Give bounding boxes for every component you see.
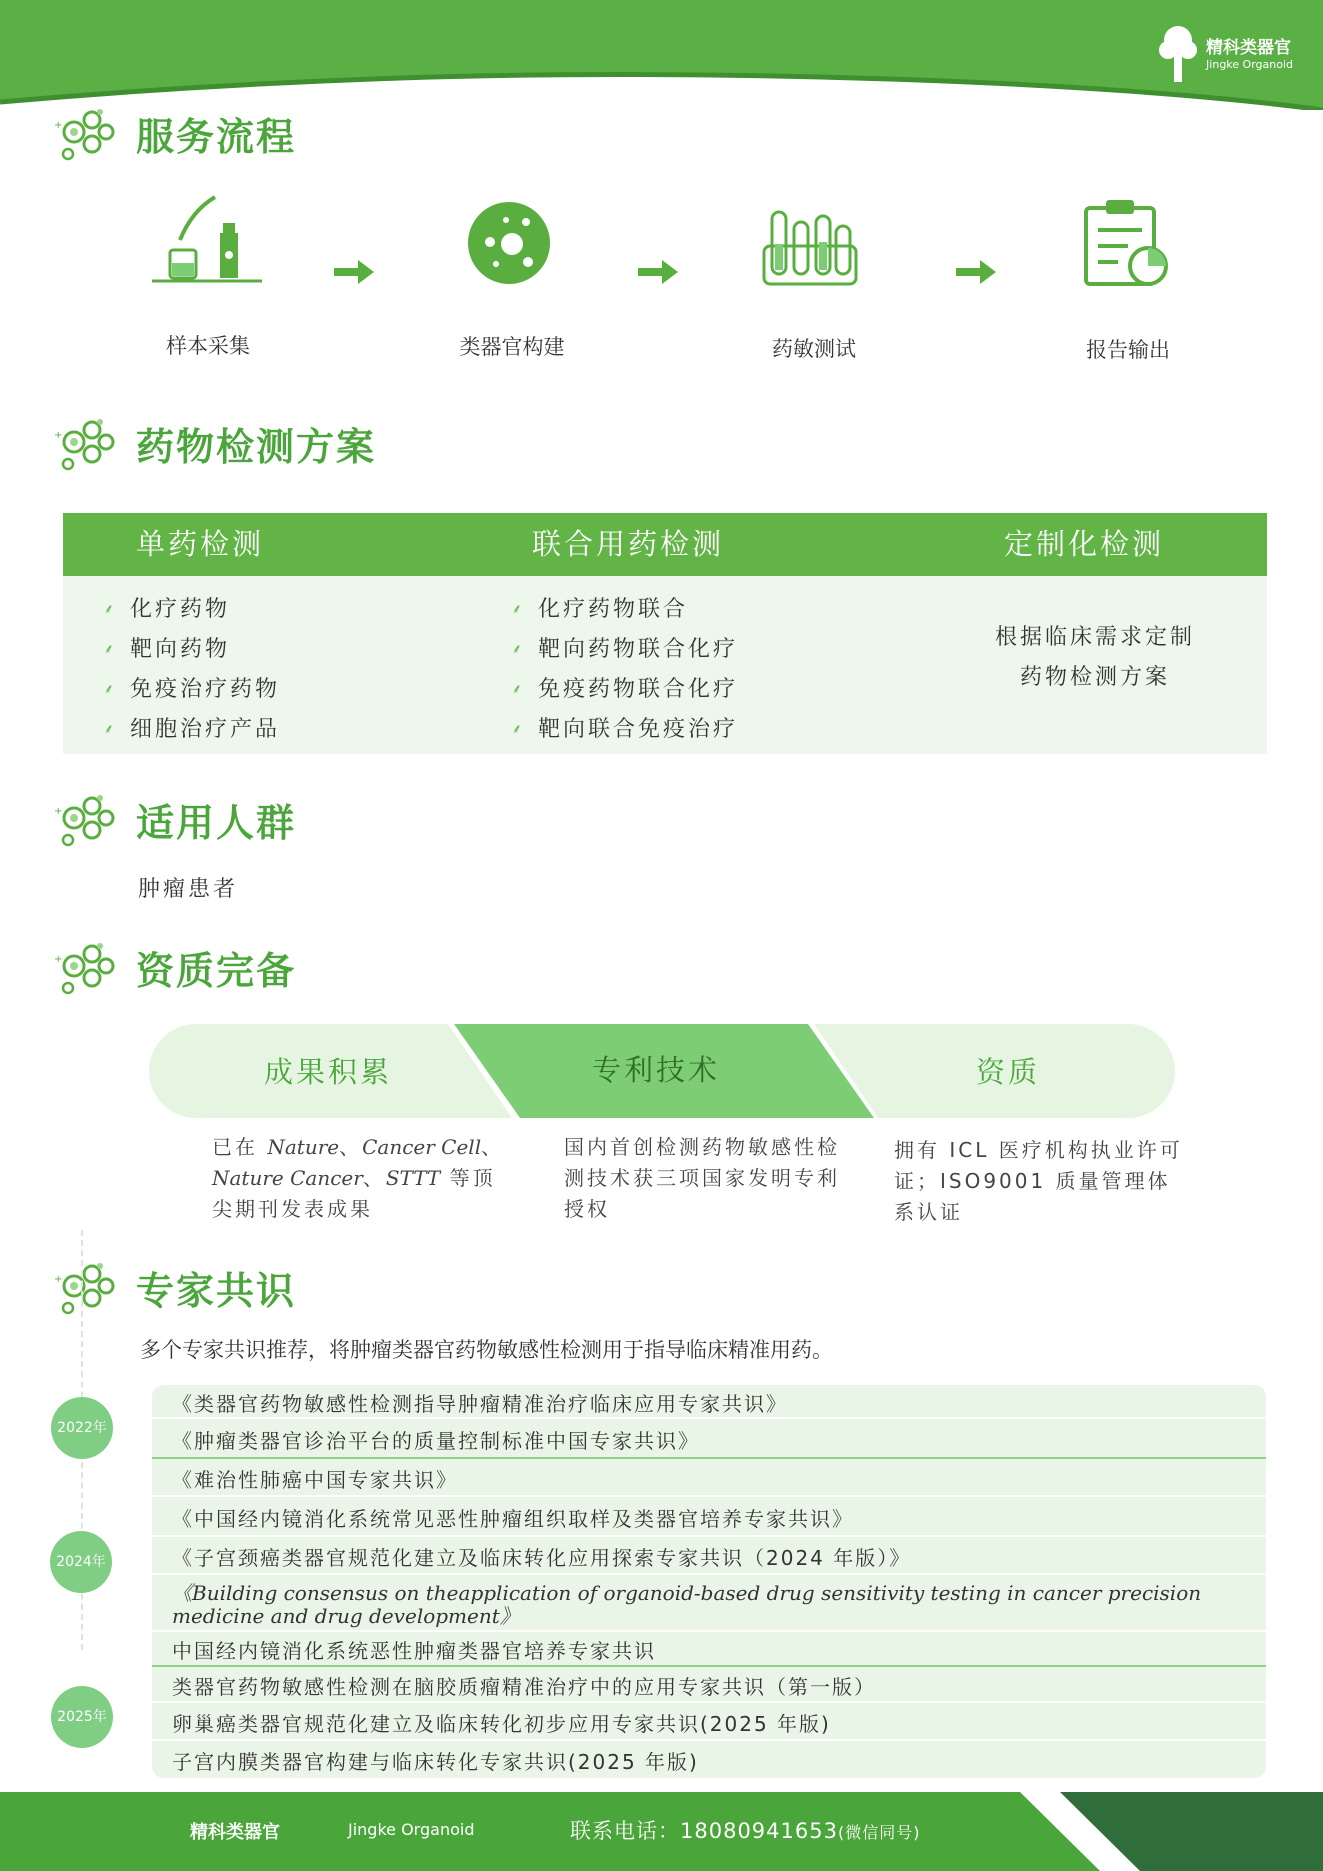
consensus-item-english [152,1578,1266,1632]
consensus-intro: 多个专家共识推荐，将肿瘤类器官药物敏感性检测用于指导临床精准用药。 [140,1338,833,1362]
header-custom: 定制化检测 [1004,527,1165,561]
list-item: ⸙ 靶向药物联合化疗 [512,637,739,662]
consensus-item-line: 《Building consensus on theapplication of organoid-based drug sensitivity testing in cancer precision [172,1581,1202,1605]
arrow-right-icon [956,258,996,286]
consensus-item: 中国经内镜消化系统恶性肿瘤类器官培养专家共识 [152,1634,1266,1667]
consensus-item: 《肿瘤类器官诊治平台的质量控制标准中国专家共识》 [152,1421,1266,1459]
header-combo-drug: 联合用药检测 [532,527,725,561]
leaf-icon: ⸙ [104,601,117,617]
leaf-icon: ⸙ [104,641,117,657]
section-title-consensus [52,1256,296,1318]
consensus-item: 类器官药物敏感性检测在脑胶质瘤精准治疗中的应用专家共识（第一版） [152,1669,1266,1703]
consensus-item-line: medicine and drug development》 [172,1604,520,1628]
step-label: 药敏测试 [772,337,856,361]
custom-line: 药物检测方案 [1019,665,1170,690]
test-tubes-icon [762,208,858,286]
journal-name: Nature [267,1135,340,1159]
section-title-qualification [52,936,296,998]
achievement-text: 已在 Nature、Cancer Cell、Nature Cancer、STTT 等顶尖期刊发表成果 [212,1135,505,1221]
section-title-text: 适用人群 [136,800,297,845]
list-item: ⸙ 靶向药物 [104,637,231,662]
custom-detection-text [950,618,1240,698]
journal-name: Cancer Cell [362,1135,482,1159]
consensus-item: 《子宫颈癌类器官规范化建立及临床转化应用探索专家共识（2024 年版）》 [152,1539,1266,1575]
list-item: ⸙ 细胞治疗产品 [104,717,281,742]
leaf-icon: ⸙ [104,721,117,737]
leaf-icon: ⸙ [512,681,525,697]
section-title-service-flow [52,102,296,164]
brand-name-en: Jingke Organoid [1206,58,1293,71]
footer-contact [570,1815,920,1845]
year-badge: 2024年 [50,1531,112,1593]
consensus-item: 《中国经内镜消化系统常见恶性肿瘤组织取样及类器官培养专家共识》 [152,1499,1266,1537]
phone-note: (微信同号) [837,1823,921,1842]
patent-text: 国内首创检测药物敏感性检测技术获三项国家发明专利授权 [564,1135,840,1221]
list-item: ⸙ 化疗药物联合 [512,597,689,622]
achievement-suffix: 等顶尖期刊发表成果 [212,1166,496,1221]
list-item: ⸙ 免疫药物联合化疗 [512,677,739,702]
list-item: ⸙ 靶向联合免疫治疗 [512,717,739,742]
list-item: ⸙ 化疗药物 [104,597,231,622]
brand-logo [1158,24,1293,86]
report-icon [1082,196,1172,288]
year-badge: 2025年 [51,1686,113,1748]
consensus-item: 卵巢癌类器官规范化建立及临床转化初步应用专家共识(2025 年版) [152,1705,1266,1741]
target-group-text: 肿瘤患者 [138,877,239,902]
tree-logo-icon [1158,24,1198,86]
tab-patent: 专利技术 [591,1053,720,1087]
sample-collection-icon [150,195,265,285]
molecule-icon [52,788,118,850]
consensus-item: 子宫内膜类器官构建与临床转化专家共识(2025 年版) [172,1749,699,1774]
molecule-icon [52,412,118,474]
footer-brand: 精科类器官 [190,1822,280,1843]
phone-number: 18080941653 [680,1819,838,1843]
molecule-icon [52,936,118,998]
step-label: 样本采集 [166,334,250,358]
section-title-target-group [52,788,296,850]
section-title-text: 资质完备 [136,948,297,993]
journal-name: Nature Cancer [212,1166,363,1190]
section-title-text: 服务流程 [136,114,297,159]
tab-license: 资质 [975,1055,1040,1089]
achievement-prefix: 已在 [212,1135,258,1159]
year-badge: 2022年 [51,1397,113,1459]
contact-label: 联系电话： [570,1819,680,1843]
footer-brand-en: Jingke Organoid [348,1820,475,1839]
section-title-drug-scheme [52,412,376,474]
journal-name: STTT [385,1166,441,1190]
leaf-icon: ⸙ [512,721,525,737]
leaf-icon: ⸙ [512,601,525,617]
section-title-text: 药物检测方案 [136,424,377,469]
molecule-icon [52,1256,118,1318]
header-single-drug: 单药检测 [136,527,265,561]
arrow-right-icon [638,258,678,286]
molecule-icon [52,102,118,164]
brand-name: 精科类器官 [1206,38,1292,58]
list-item: ⸙ 免疫治疗药物 [104,677,281,702]
step-label: 类器官构建 [459,335,565,359]
leaf-icon: ⸙ [104,681,117,697]
organoid-construction-icon [466,200,552,286]
consensus-item: 《类器官药物敏感性检测指导肿瘤精准治疗临床应用专家共识》 [152,1387,1266,1419]
tab-achievement: 成果积累 [263,1055,392,1089]
custom-line: 根据临床需求定制 [994,625,1195,650]
license-text: 拥有 ICL 医疗机构执业许可证；ISO9001 质量管理体系认证 [894,1138,1183,1224]
arrow-right-icon [334,258,374,286]
step-label: 报告输出 [1086,338,1170,362]
section-title-text: 专家共识 [136,1268,297,1313]
leaf-icon: ⸙ [512,641,525,657]
header-band [0,0,1323,110]
consensus-item: 《难治性肺癌中国专家共识》 [152,1461,1266,1497]
